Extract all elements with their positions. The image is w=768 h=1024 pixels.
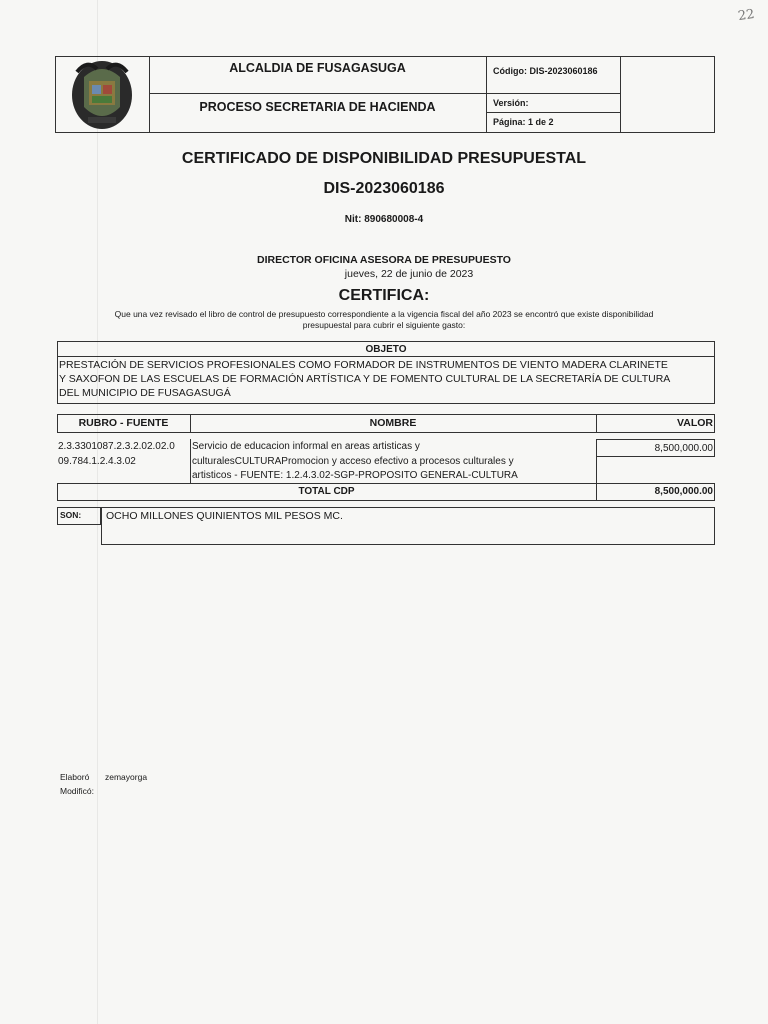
- nit: Nit: 890680008-4: [344, 214, 424, 225]
- elaboro-value: zemayorga: [105, 772, 148, 782]
- nombre-line-3: artisticos - FUENTE: 1.2.4.3.02-SGP-PROPOSITO GENERAL-CULTURA: [192, 470, 518, 481]
- son-label: SON:: [60, 510, 82, 520]
- page-mark: 22: [737, 6, 756, 25]
- rubro-line-2: 09.784.1.2.4.3.02: [58, 456, 136, 467]
- certificate-date: jueves, 22 de junio de 2023: [344, 268, 474, 280]
- header-rubro: RUBRO - FUENTE: [78, 417, 169, 429]
- code-cell: Código: DIS-2023060186: [487, 56, 621, 94]
- document-title: CERTIFICADO DE DISPONIBILIDAD PRESUPUESTAL: [181, 150, 587, 167]
- son-text: OCHO MILLONES QUINIENTOS MIL PESOS MC.: [106, 510, 343, 522]
- intro-line-1: Que una vez revisado el libro de control de presupuesto correspondiente a la vigencia fiscal del año 2023 se encontró que existe disponibilidad: [114, 309, 654, 319]
- modifico-label: Modificó:: [60, 786, 95, 796]
- page-cell: Página: 1 de 2: [487, 113, 621, 133]
- process-name: PROCESO SECRETARIA DE HACIENDA: [149, 94, 487, 133]
- document-number: DIS-2023060186: [323, 180, 445, 197]
- objeto-divider: [57, 356, 715, 357]
- municipal-seal-cell: [55, 56, 150, 133]
- entity-name: ALCALDIA DE FUSAGASUGA: [149, 56, 487, 94]
- elaboro-label: Elaboró: [60, 772, 90, 782]
- coat-of-arms-icon: [62, 57, 142, 132]
- header-valor: VALOR: [677, 417, 713, 429]
- total-label: TOTAL CDP: [298, 486, 355, 497]
- intro-line-2: presupuestal para cubrir el siguiente gasto:: [302, 320, 466, 330]
- nombre-line-2: culturalesCULTURAPromocion y acceso efectivo a procesos culturales y: [192, 456, 514, 467]
- total-value: 8,500,000.00: [654, 486, 713, 497]
- nombre-line-1: Servicio de educacion informal en areas artisticas y: [192, 441, 420, 452]
- certifica-heading: CERTIFICA:: [338, 287, 430, 304]
- version-cell: Versión:: [487, 94, 621, 113]
- objeto-line-3: DEL MUNICIPIO DE FUSAGASUGÁ: [59, 387, 231, 399]
- header-nombre: NOMBRE: [369, 417, 417, 429]
- rubro-line-1: 2.3.3301087.2.3.2.02.02.0: [58, 441, 175, 452]
- director-title: DIRECTOR OFICINA ASESORA DE PRESUPUESTO: [257, 254, 511, 266]
- objeto-header: OBJETO: [365, 344, 407, 355]
- objeto-line-1: PRESTACIÓN DE SERVICIOS PROFESIONALES COMO FORMADOR DE INSTRUMENTOS DE VIENTO MADERA CLARINETE: [59, 359, 668, 371]
- objeto-line-2: Y SAXOFON DE LAS ESCUELAS DE FORMACIÓN ARTÍSTICA Y DE FOMENTO CULTURAL DE LA SECRETARÍA DE CULTURA: [59, 373, 671, 385]
- valor-amount: 8,500,000.00: [654, 443, 713, 454]
